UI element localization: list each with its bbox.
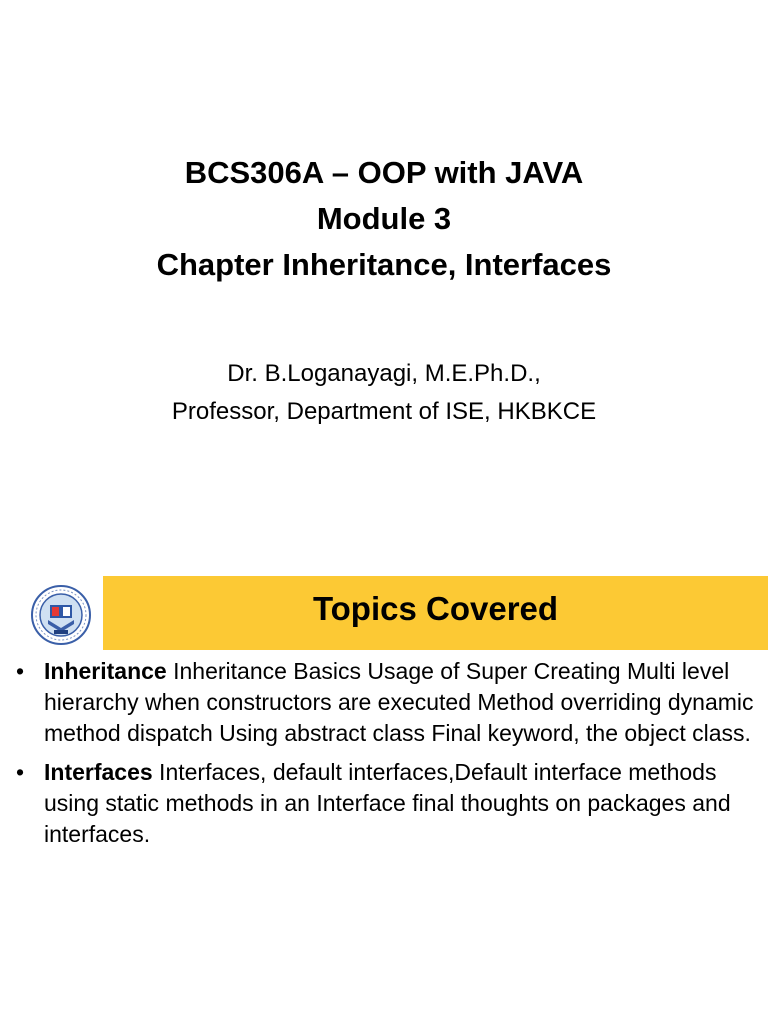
author-info xyxy=(0,355,768,431)
bullet-icon: • xyxy=(16,759,25,785)
topic-description: Inheritance Basics Usage of Super Creating Multi level hierarchy when constructors are executed Method overriding dynamic method dispatch Using abstract class Final keyword, the object class. xyxy=(44,658,754,746)
slide-title xyxy=(0,150,768,288)
chapter-title: Chapter Inheritance, Interfaces xyxy=(156,247,612,282)
author-position: Professor, Department of ISE, HKBKCE xyxy=(171,398,597,425)
topics-slide xyxy=(0,560,768,1024)
topic-inheritance xyxy=(14,656,754,749)
course-code-title: BCS306A – OOP with JAVA xyxy=(184,155,584,190)
topics-banner xyxy=(103,576,768,650)
topic-description: Interfaces, default interfaces,Default interface methods using static methods in an Interface final thoughts on packages and interfaces. xyxy=(44,759,731,847)
college-seal-icon xyxy=(30,584,92,646)
topic-heading: Inheritance xyxy=(44,658,167,684)
author-name: Dr. B.Loganayagi, M.E.Ph.D., xyxy=(227,360,541,387)
bullet-icon: • xyxy=(16,658,25,684)
topic-heading: Interfaces xyxy=(44,759,153,785)
module-title: Module 3 xyxy=(316,201,452,236)
topic-interfaces xyxy=(14,757,754,850)
topics-list xyxy=(14,656,754,858)
topics-heading: Topics Covered xyxy=(312,590,559,627)
